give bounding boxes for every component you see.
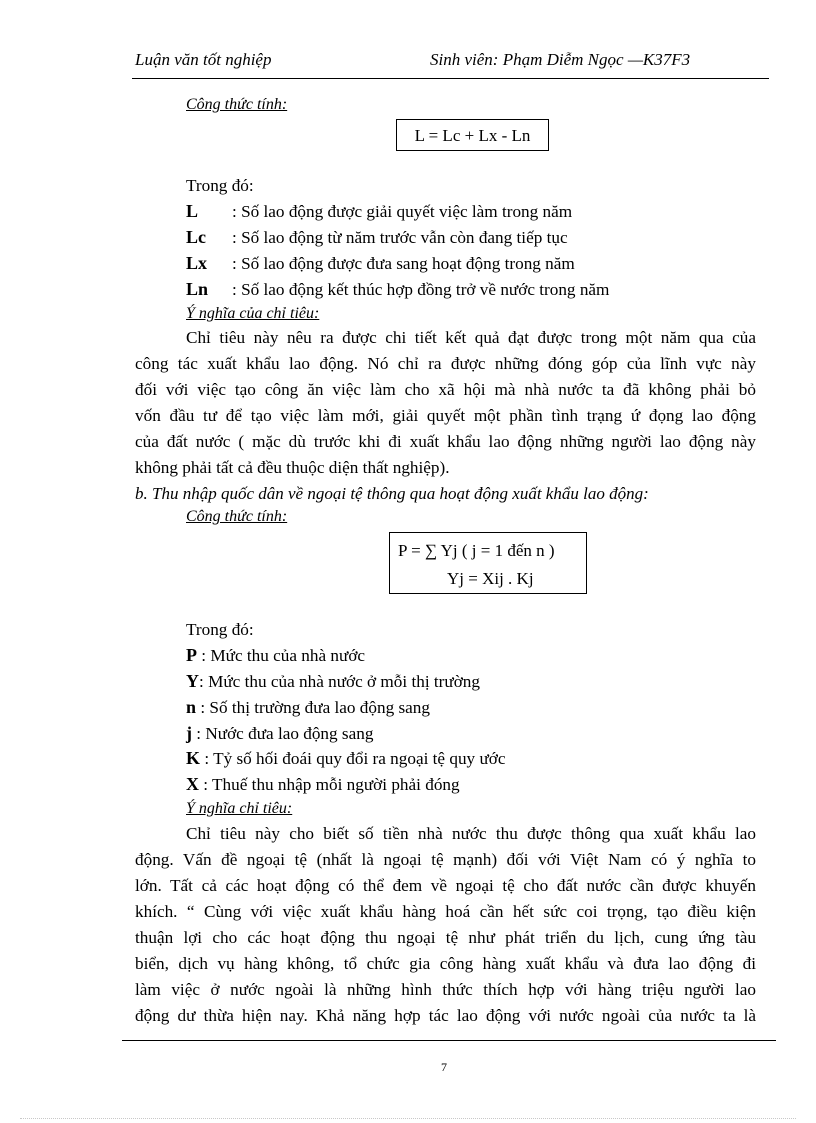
page-edge-dotted-line (20, 1118, 796, 1119)
paragraph-line: vốn đầu tư để tạo việc làm mới, giải quyết một phần tình trạng ứ đọng lao động (135, 406, 756, 425)
footer-rule (122, 1040, 776, 1041)
term-row (186, 253, 575, 274)
term-symbol: Ln (186, 279, 209, 299)
header-left: Luận văn tốt nghiệp (135, 50, 272, 69)
paragraph-line: động dư thừa hiện nay. Khả năng hợp tác lao động với nước ngoài của nước ta là (135, 1006, 756, 1025)
term-row (186, 697, 430, 718)
section-b-heading: b. Thu nhập quốc dân về ngoại tệ thông qua hoạt động xuất khẩu lao động: (135, 484, 649, 503)
formula-b-line2: Yj = Xij . Kj (447, 569, 534, 588)
term-symbol: j (186, 723, 192, 743)
term-desc: : Mức thu của nhà nước (201, 646, 366, 665)
term-desc: : Số thị trường đưa lao động sang (200, 698, 430, 717)
term-symbol: L (186, 201, 199, 221)
paragraph-line: làm việc ở nước ngoài là những hình thức thích hợp với hàng triệu người lao (135, 980, 756, 999)
meaning-label-a: Ý nghĩa của chỉ tiêu: (186, 305, 320, 322)
term-row (186, 671, 480, 692)
term-desc: : Nước đưa lao động sang (196, 724, 374, 743)
paragraph-line: đối với việc tạo công ăn việc làm cho xã hội mà nhà nước ta đã không phải bỏ (135, 380, 756, 399)
paragraph-line: Chỉ tiêu này cho biết số tiền nhà nước thu được thông qua xuất khẩu lao (186, 824, 756, 843)
term-row (186, 279, 609, 300)
where-label-a: Trong đó: (186, 176, 254, 195)
header-rule (132, 78, 769, 79)
term-symbol: K (186, 748, 201, 768)
term-desc: : Thuế thu nhập mỗi người phải đóng (203, 775, 460, 794)
where-label-b: Trong đó: (186, 620, 254, 639)
term-desc: : Số lao động kết thúc hợp đồng trở về nước trong năm (232, 280, 610, 299)
term-symbol: Lx (186, 253, 208, 273)
term-row (186, 748, 505, 769)
paragraph-line: biển, dịch vụ hàng không, tổ chức gia công hàng xuất khẩu và đưa lao động đi (135, 954, 756, 973)
paragraph-line: khích. “ Cùng với việc xuất khẩu hàng hoá cần hết sức coi trọng, tạo điều kiện (135, 902, 756, 921)
term-desc: : Số lao động được đưa sang hoạt động trong năm (232, 254, 575, 273)
term-desc: : Mức thu của nhà nước ở mỗi thị trường (199, 672, 480, 691)
paragraph-line: của đất nước ( mặc dù trước khi đi xuất khẩu lao động những người lao động này (135, 432, 756, 451)
term-row (186, 227, 568, 248)
paragraph-line: không phải tất cả đều thuộc diện thất nghiệp). (135, 458, 450, 477)
paragraph-line: lớn. Tất cả các hoạt động có thể đem về ngoại tệ cho đất nước cần được khuyến (135, 876, 756, 895)
formula-label-b: Công thức tính: (186, 508, 288, 525)
term-symbol: X (186, 774, 199, 794)
header-right: Sinh viên: Phạm Diễm Ngọc —K37F3 (430, 50, 691, 69)
term-desc: : Tỷ số hối đoái quy đổi ra ngoại tệ quy ước (204, 749, 506, 768)
formula-box-b (389, 532, 587, 594)
formula-label-a: Công thức tính: (186, 96, 288, 113)
formula-b-line1: P = ∑ Yj ( j = 1 đến n ) (398, 541, 555, 560)
paragraph-line: động. Vấn đề ngoại tệ (nhất là ngoại tệ mạnh) đối với Việt Nam có ý nghĩa to (135, 850, 756, 869)
paragraph-line: thuận lợi cho các hoạt động thu ngoại tệ như phát triển du lịch, cung ứng tàu (135, 928, 756, 947)
paragraph-line: công tác xuất khẩu lao động. Nó chỉ ra được những đóng góp của lĩnh vực này (135, 354, 756, 373)
term-symbol: Lc (186, 227, 206, 247)
formula-a: L = Lc + Lx - Ln (414, 126, 531, 145)
meaning-label-b: Ý nghĩa chỉ tiêu: (186, 800, 293, 817)
term-desc: : Số lao động được giải quyết việc làm trong năm (232, 202, 573, 221)
term-row (186, 201, 572, 222)
term-desc: : Số lao động từ năm trước vẫn còn đang tiếp tục (232, 228, 568, 247)
paragraph-line: Chỉ tiêu này nêu ra được chi tiết kết quả đạt được trong một năm qua của (186, 328, 756, 347)
term-row (186, 645, 365, 666)
term-row (186, 723, 373, 744)
term-row (186, 774, 460, 795)
term-symbol: n (186, 697, 197, 717)
term-symbol: Y (186, 671, 199, 691)
term-symbol: P (186, 645, 197, 665)
formula-box-a (396, 119, 549, 151)
page-number: 7 (441, 1060, 447, 1074)
